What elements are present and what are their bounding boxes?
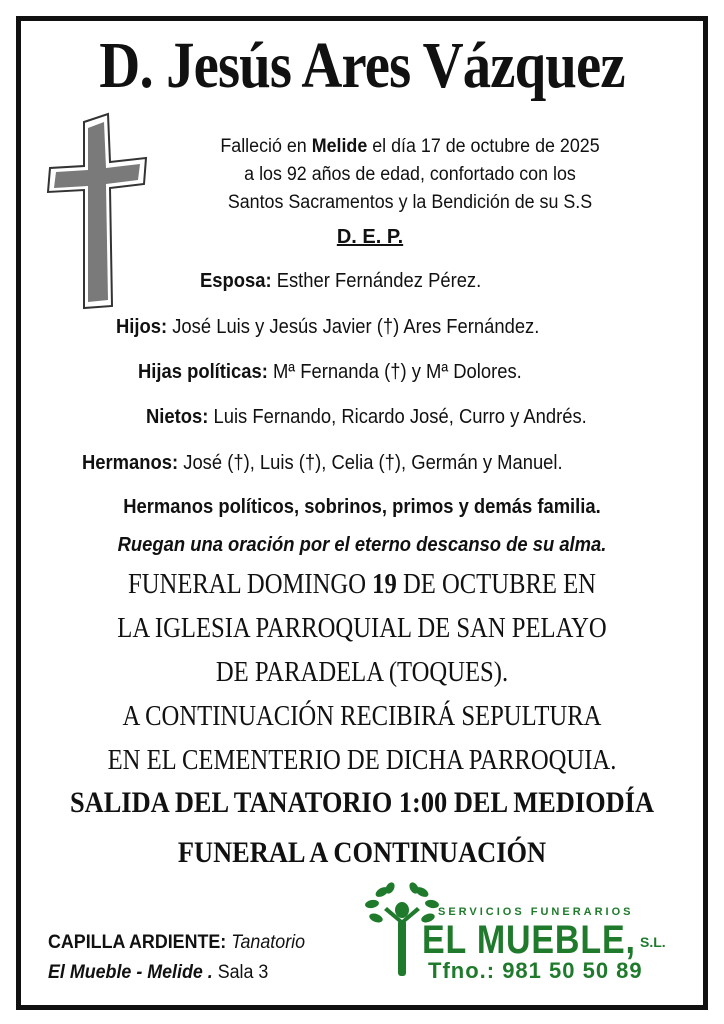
family-value: José (†), Luis (†), Celia (†), Germán y Manuel. <box>178 452 563 474</box>
intro-line-2: a los 92 años de edad, confortado con los <box>244 164 576 185</box>
family-label: Hijas políticas: <box>138 361 268 383</box>
family-row-grandchildren <box>146 406 587 429</box>
intro-line-3: Santos Sacramentos y la Bendición de su S.S <box>227 192 593 213</box>
family-label: Hermanos: <box>82 452 179 474</box>
funeral-day: 19 <box>372 569 397 600</box>
funeral-line-4: A CONTINUACIÓN RECIBIRÁ SEPULTURA <box>122 701 602 732</box>
family-row-siblings <box>82 452 563 475</box>
chapel-room: Sala 3 <box>212 962 269 983</box>
family-value: Esther Fernández Pérez. <box>271 270 482 292</box>
family-label: Hijos: <box>116 316 168 338</box>
chapel-venue: El Mueble - Melide . <box>48 962 213 983</box>
other-relatives: Hermanos políticos, sobrinos, primos y demás familia. <box>123 496 601 518</box>
family-label: Esposa: <box>200 270 272 292</box>
funeral-details <box>43 563 680 783</box>
family-value: José Luis y Jesús Javier (†) Ares Fernández. <box>167 316 540 338</box>
logo-services: SERVICIOS FUNERARIOS <box>438 906 634 918</box>
funeral-line-1 <box>43 563 680 607</box>
funeral-text: DE OCTUBRE EN <box>396 569 596 600</box>
cross-icon <box>44 110 150 310</box>
chapel-info <box>48 928 305 988</box>
logo-name: EL MUEBLE, <box>422 918 636 962</box>
chapel-line-2 <box>48 958 305 988</box>
logo-suffix: S.L. <box>640 934 666 950</box>
family-row-children <box>116 316 539 339</box>
family-value: Luis Fernando, Ricardo José, Curro y Andrés. <box>208 406 587 428</box>
chapel-place: Tanatorio <box>226 932 306 953</box>
funeral-after: FUNERAL A CONTINUACIÓN <box>177 836 547 869</box>
departure-time: SALIDA DEL TANATORIO 1:00 DEL MEDIODÍA <box>69 786 655 819</box>
chapel-line-1 <box>48 928 305 958</box>
prayer-request: Ruegan una oración por el eterno descanso de su alma. <box>117 534 607 556</box>
logo-phone: Tfno.: 981 50 50 89 <box>428 958 643 983</box>
intro-line-1 <box>194 134 626 160</box>
funeral-line-3: DE PARADELA (TOQUES). <box>215 657 509 688</box>
family-label: Nietos: <box>146 406 209 428</box>
family-row-spouse <box>200 270 481 293</box>
funeral-line-2: LA IGLESIA PARROQUIAL DE SAN PELAYO <box>117 613 607 644</box>
deceased-name: D. Jesús Ares Vázquez <box>99 29 625 102</box>
funeral-line-5: EN EL CEMENTERIO DE DICHA PARROQUIA. <box>107 745 617 776</box>
intro-text: Falleció en <box>220 136 312 157</box>
family-value: Mª Fernanda (†) y Mª Dolores. <box>267 361 522 383</box>
dep-text: D. E. P. <box>336 226 404 248</box>
family-row-daughters-in-law <box>138 361 522 384</box>
funeral-text: FUNERAL DOMINGO <box>128 569 373 600</box>
death-date-text: el día 17 de octubre de 2025 <box>367 136 600 157</box>
place-of-death: Melide <box>311 136 368 157</box>
chapel-label: CAPILLA ARDIENTE: <box>48 932 227 953</box>
